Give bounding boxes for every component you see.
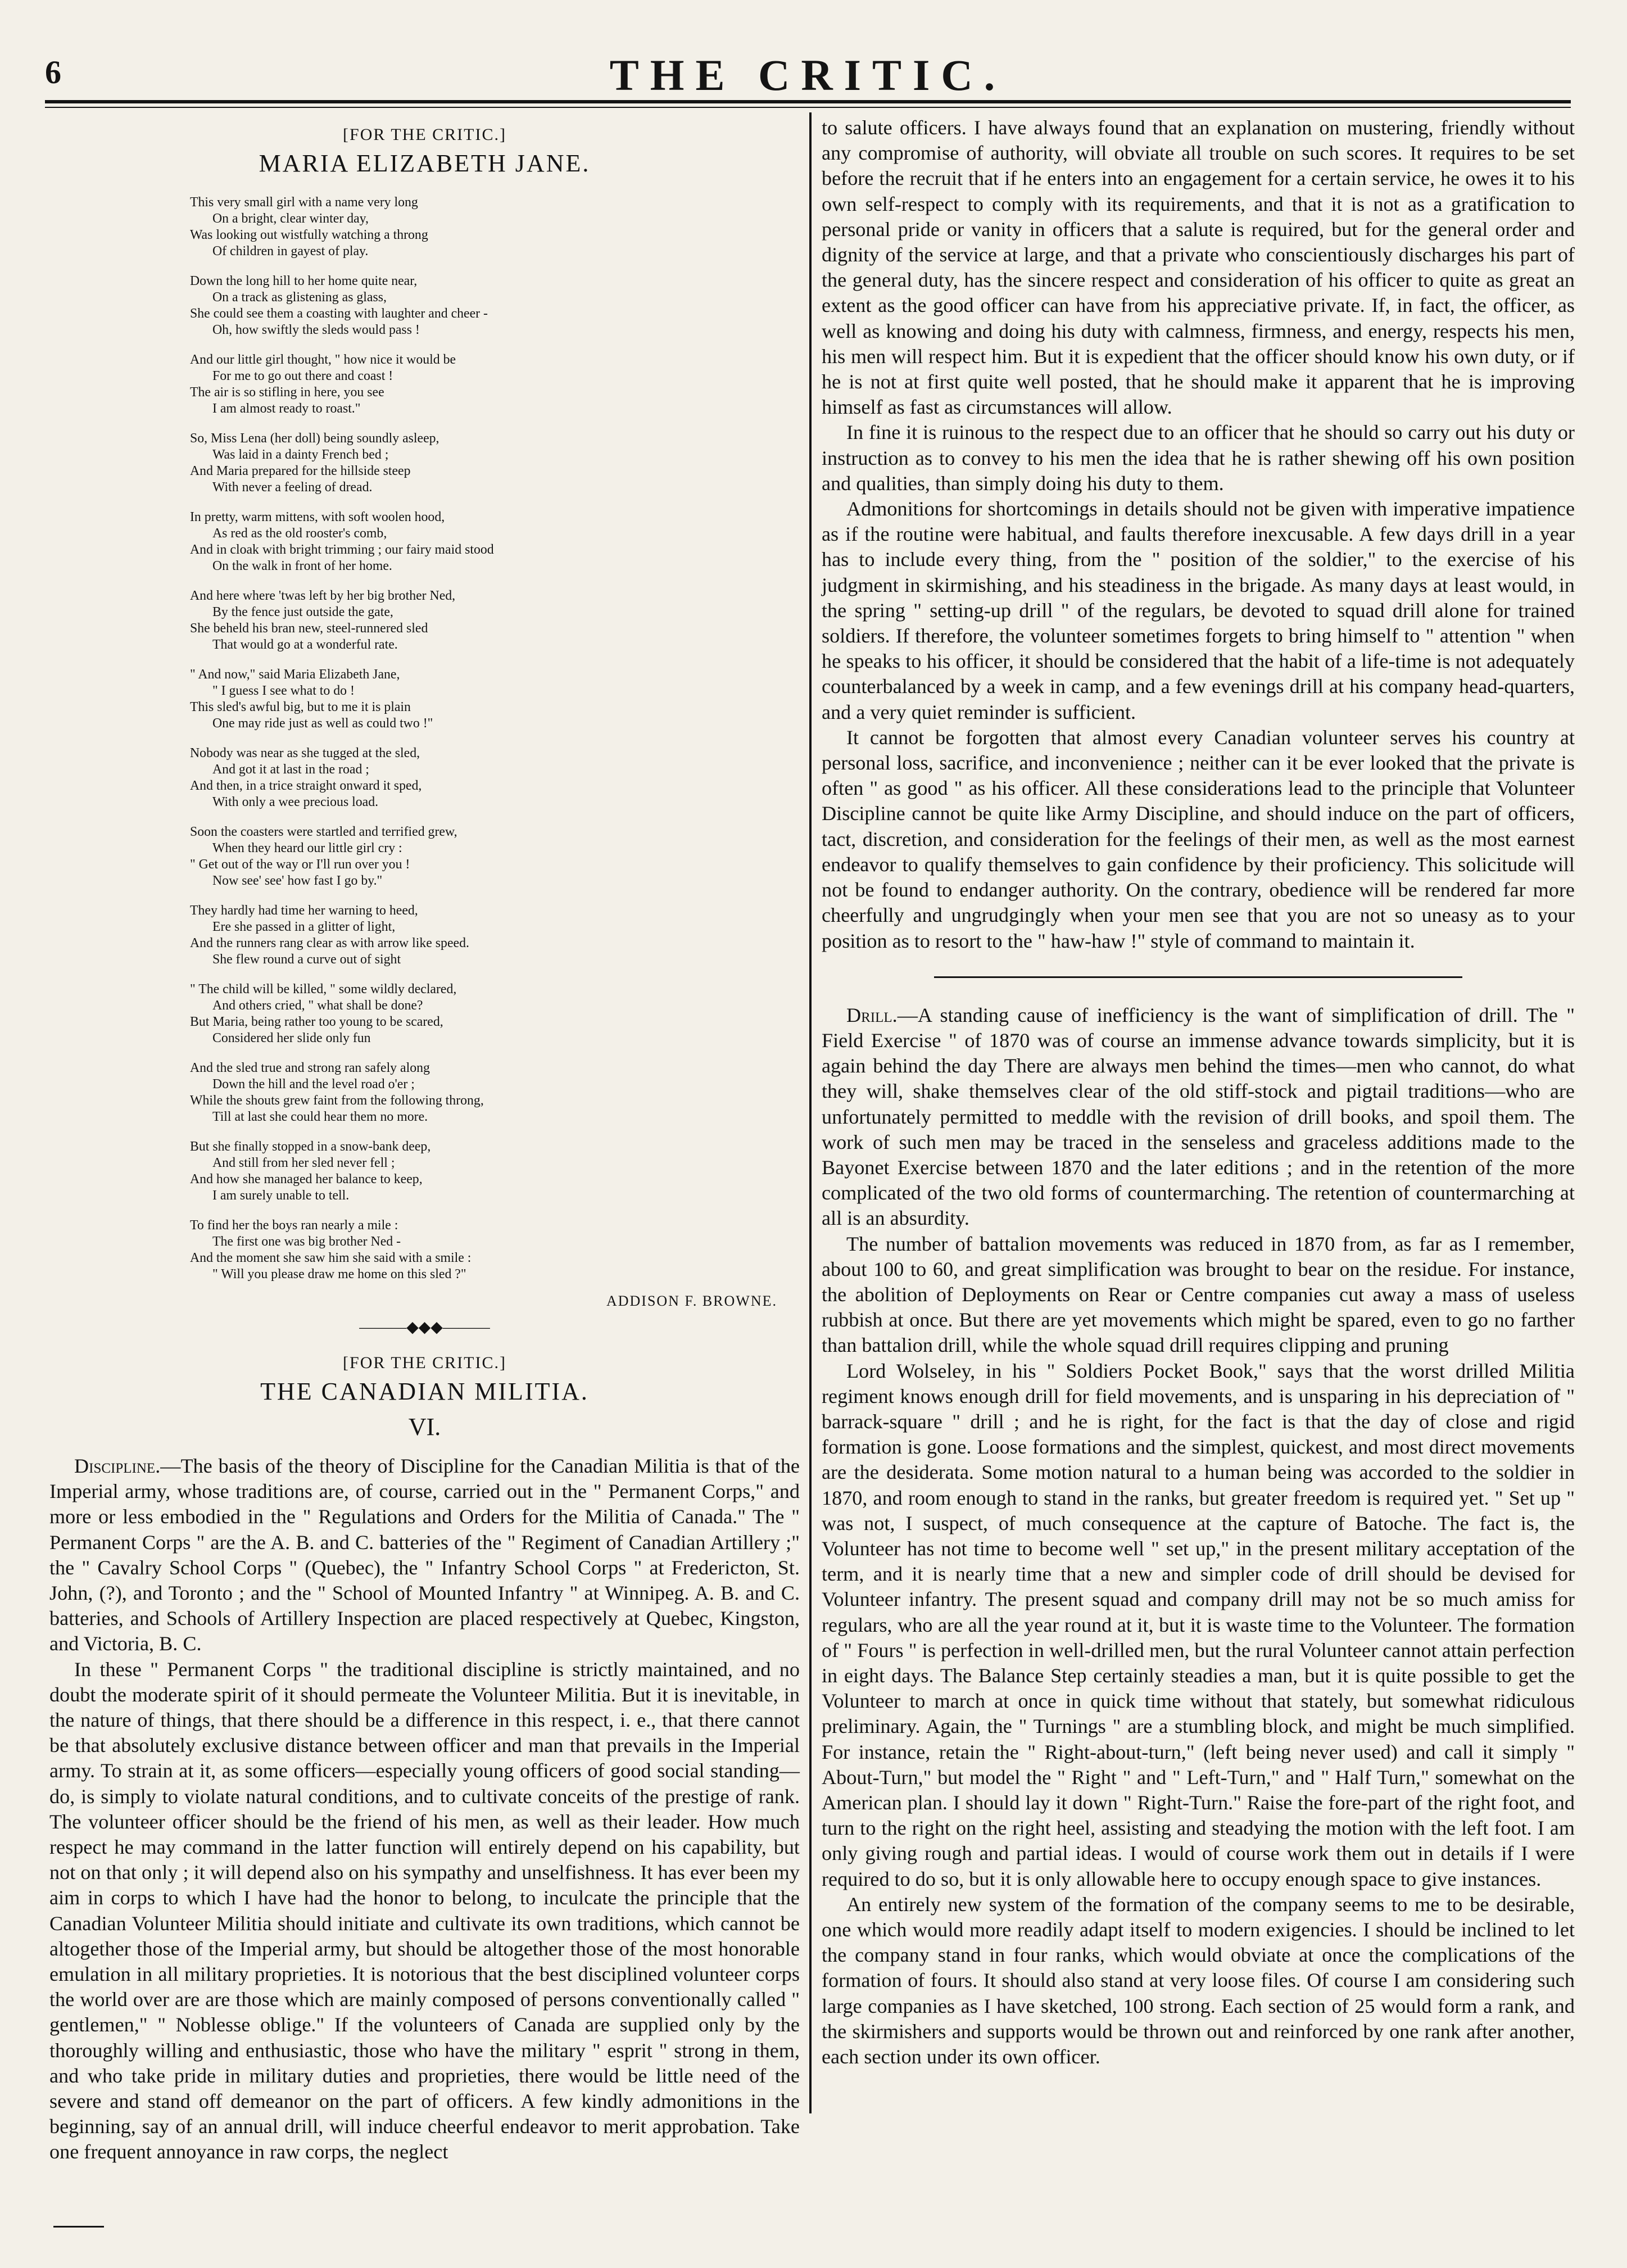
poem-line: They hardly had time her warning to heed, bbox=[190, 903, 418, 918]
poem-line: For me to go out there and coast ! bbox=[212, 369, 393, 383]
poem-line: Soon the coasters were startled and terrified grew, bbox=[190, 825, 457, 839]
poem-line: Till at last she could hear them no more. bbox=[212, 1110, 428, 1124]
poem-title: MARIA ELIZABETH JANE. bbox=[259, 150, 591, 177]
paragraph-drill-4: An entirely new system of the formation of the company seems to me to be desirable, one which would more readily adapt itself to modern exigencies. I should be inclined to let the company stand in four ranks, which would obviate at once the complications of the formation of fours. It should also stand at very loose files. Of course I am considering such large companies as I have sketched, 100 strong. Each section of 25 would form a rank, and the skirmishers and supports would be thrown out and reinforced by one rank after another, each section under its own officer. bbox=[822, 1893, 1575, 2068]
poem-stanza bbox=[190, 824, 800, 889]
poem-line: I am almost ready to roast." bbox=[212, 401, 361, 416]
poem-line: One may ride just as well as could two !" bbox=[212, 716, 433, 731]
paragraph-discipline-1: Discipline.—The basis of the theory of Discipline for the Canadian Militia is that of the Imperial army, whose traditions are, of course, carried out in the " Permanent Corps," and more or less embodied in the " Regulations and Orders for the Militia of Canada." The " Permanent Corps " are the A. B. and C. batteries of the " Regiment of Canadian Artillery ;" the " Cavalry School Corps " (Quebec), the " Infantry School Corps " at Fredericton, St. John, (?), and Toronto ; and the " School of Mounted Infantry " at Winnipeg. A. B. and C. batteries, and Schools of Artillery Inspection are placed respectively at Quebec, Kingston, and Victoria, B. C. bbox=[49, 1455, 800, 1655]
poem-stanza bbox=[190, 352, 800, 417]
page-number: 6 bbox=[45, 54, 61, 90]
poem-stanza bbox=[190, 981, 800, 1047]
paragraph-in-fine: In fine it is ruinous to the respect due to an officer that he should so carry out his duty or instruction as to convey to his men the idea that he is rather shewing off his own position and qualities, than simply doing his duty to them. bbox=[822, 421, 1575, 495]
poem-line: That would go at a wonderful rate. bbox=[212, 637, 398, 652]
poem-line: Nobody was near as she tugged at the sled, bbox=[190, 746, 420, 760]
poem-line: And the moment she saw him she said with a smile : bbox=[190, 1251, 472, 1265]
poem-line: She could see them a coasting with laughter and cheer - bbox=[190, 306, 488, 321]
poem-stanza bbox=[190, 509, 800, 574]
poem-line: Ere she passed in a glitter of light, bbox=[212, 920, 396, 934]
poem-stanza bbox=[190, 1060, 800, 1125]
ornamental-divider: ———◆◆◆——— bbox=[359, 1319, 490, 1336]
poem-line: " And now," said Maria Elizabeth Jane, bbox=[190, 667, 400, 682]
poem-stanza bbox=[190, 431, 800, 496]
paragraph-drill-2: The number of battalion movements was reduced in 1870 from, as far as I remember, about 100 to 60, and great simplification was brought to bear on the residue. For instance, the abolition of Deployments on Rear or Centre companies cut away a mass of useless rubbish at once. But there are yet movements which might be spared, even to go no farther than battalion drill, while the whole squad drill requires clipping and pruning bbox=[822, 1232, 1575, 1357]
poem-line: " I guess I see what to do ! bbox=[212, 683, 355, 698]
poem-line: When they heard our little girl cry : bbox=[212, 841, 402, 855]
poem-line: To find her the boys ran nearly a mile : bbox=[190, 1218, 398, 1233]
poem-line: I am surely unable to tell. bbox=[212, 1188, 350, 1203]
poem-line: Down the long hill to her home quite near, bbox=[190, 274, 418, 288]
poem-line: Now see' see' how fast I go by." bbox=[212, 873, 383, 888]
poem-line: And our little girl thought, " how nice it would be bbox=[190, 352, 456, 367]
poem-line: By the fence just outside the gate, bbox=[212, 605, 393, 619]
masthead-title: THE CRITIC. bbox=[609, 51, 1007, 99]
poem-line: As red as the old rooster's comb, bbox=[212, 526, 387, 541]
right-column bbox=[822, 115, 1575, 2116]
paragraph-drill-1: Drill.—A standing cause of inefficiency is the want of simplification of drill. The " Field Exercise " of 1870 was of course an immense advance towards simplicity, but it is again behind the day There are always men behind the times—men who cannot, do what they will, shake themselves clear of the old stiff-stock and pigtail traditions—who are unfortunately permitted to meddle with the revision of drill books, and spoil them. The work of such men may be traced in the senseless and graceless additions made to the Bayonet Exercise between 1870 and the later editions ; and in the retention of the more complicated of the two old forms of countermarching. The retention of countermarching at all is an absurdity. bbox=[822, 1003, 1575, 1230]
column-divider bbox=[809, 112, 812, 2113]
poem-line: On the walk in front of her home. bbox=[212, 559, 392, 573]
poem-stanza bbox=[190, 745, 800, 811]
paragraph-forgotten: It cannot be forgotten that almost every Canadian volunteer serves his country at personal loss, sacrifice, and inconvenience ; neither can it be ever looked that the private is often " as good " as his officer. All these considerations lead to the principle that Volunteer Discipline cannot be quite like Army Discipline, and should induce on the part of officers, tact, discretion, and consideration for the feelings of their men, as well as the most earnest endeavor to qualify themselves to gain confidence by their proficiency. This solicitude will not be found to endanger authority. On the contrary, obedience will be rendered far more cheerfully and ungrudgingly when your men see that you are not so uneasy as to your position as to resort to the " haw-haw !" style of command to maintain it. bbox=[822, 726, 1575, 952]
poem-stanza bbox=[190, 194, 800, 260]
poem-line: And others cried, " what shall be done? bbox=[212, 998, 423, 1013]
poem-line: And in cloak with bright trimming ; our fairy maid stood bbox=[190, 542, 494, 557]
poem-line: And how she managed her balance to keep, bbox=[190, 1172, 423, 1187]
poem-line: And still from her sled never fell ; bbox=[212, 1156, 395, 1170]
poem-stanza bbox=[190, 588, 800, 653]
poem-line: And then, in a trice straight onward it sped, bbox=[190, 778, 422, 793]
poem-line: Oh, how swiftly the sleds would pass ! bbox=[212, 323, 420, 337]
page-header bbox=[45, 53, 1571, 98]
poem-line: The air is so stifling in here, you see bbox=[190, 385, 384, 400]
poem-line: Of children in gayest of play. bbox=[212, 244, 369, 259]
article-part-number: VI. bbox=[408, 1413, 441, 1441]
paragraph-discipline-2: In these " Permanent Corps " the traditional discipline is strictly maintained, and no doubt the moderate spirit of it should permeate the Volunteer Militia. But it is inevitable, in the nature of things, that there should be a difference in this respect, i. e., that there cannot be that absolutely exclusive distance between officer and man that prevails in the Imperial army. To strain at it, as some officers—especially young officers of good social standing—do, is simply to violate natural conditions, and to cultivate conceits of the prestige of rank. The volunteer officer should be the friend of his men, as well as their leader. How much respect he may command in the latter function will entirely depend on his capability, but not on that only ; it will depend also on his sympathy and unselfishness. It has ever been my aim in corps to which I have had the honor to belong, to inculcate the principle that the Canadian Volunteer Militia should initiate and cultivate its own traditions, which cannot be altogether those of the Imperial army, but should be altogether those of the most honorable emulation in all military proprieties. It is notorious that the best disciplined volunteer corps the world over are are those which are mainly composed of persons conventionally called " gentlemen," " Noblesse oblige." If the volunteers of Canada are supplied only by the thoroughly willing and enthusiastic, those who have the military " esprit " strong in them, and who take pride in military duties and proprieties, there would be little need of the severe and stand off demeanor on the part of officers. A few kindly admonitions in the beginning, say of an annual drill, will induce cheerful endeavor to merit approbation. Take one frequent annoyance in raw corps, the neglect bbox=[49, 1658, 800, 2163]
poem-line: And the runners rang clear as with arrow like speed. bbox=[190, 936, 469, 950]
poem-stanza bbox=[190, 903, 800, 968]
poem-stanza bbox=[190, 1217, 800, 1283]
header-rule-thin bbox=[45, 107, 1571, 108]
poem-line: While the shouts grew faint from the following throng, bbox=[190, 1093, 484, 1108]
poem-line: She flew round a curve out of sight bbox=[212, 952, 401, 967]
section-divider-rule bbox=[934, 976, 1462, 978]
poem-line: But she finally stopped in a snow-bank deep, bbox=[190, 1139, 431, 1154]
poem-line: " Get out of the way or I'll run over you ! bbox=[190, 857, 410, 872]
poem-line: This very small girl with a name very long bbox=[190, 195, 418, 210]
poem-line: With never a feeling of dread. bbox=[212, 480, 373, 495]
poem-line: " The child will be killed, " some wildly declared, bbox=[190, 982, 457, 997]
poem-stanza bbox=[190, 273, 800, 338]
poem-line: And here where 'twas left by her big brother Ned, bbox=[190, 588, 456, 603]
poem-line: She beheld his bran new, steel-runnered sled bbox=[190, 621, 428, 636]
section-heading-drill: Drill. bbox=[846, 1003, 898, 1026]
poem-line: Considered her slide only fun bbox=[212, 1031, 371, 1045]
poem-line: And Maria prepared for the hillside steep bbox=[190, 464, 411, 478]
poem-stanza bbox=[190, 1139, 800, 1204]
paragraph-admonitions: Admonitions for shortcomings in details should not be given with imperative impatience as if the routine were habitual, and faults therefore inexcusable. A few days drill in a year has to include every thing, from the " position of the soldier," to the exercise of his judgment in skirmishing, and his steadiness in the brigade. As many days at least would, in the spring " setting-up drill " of the regulars, be devoted to squad drill alone for trained soldiers. If therefore, the volunteer sometimes forgets to bring himself to " attention " when he speaks to his officer, it should be considered that the habit of a life-time is not adequately counterbalanced by a week in camp, and a few evenings drill at his company head-quarters, and a very quiet reminder is sufficient. bbox=[822, 497, 1575, 723]
poem-line: So, Miss Lena (her doll) being soundly asleep, bbox=[190, 431, 439, 446]
poem-line: On a track as glistening as glass, bbox=[212, 290, 387, 305]
paragraph-drill-3: Lord Wolseley, in his " Soldiers Pocket Book," says that the worst drilled Militia regiment knows enough drill for field movements, and is unsparing in his depreciation of " barrack-square " drill ; and he is right, for the fact is that the day of close and rigid formation is gone. Loose formations and the simplest, quickest, and most direct movements are the desiderata. Some motion natural to a human being was accorded to the soldier in 1870, and room enough to stand in the ranks, but greater freedom is required yet. " Set up " was not, I suspect, of much consequence at the capture of Batoche. The fact is, the Volunteer has not time to become well " set up," in the present military acceptation of the term, and it is nearly time that a new and simpler code of drill should be devised for Volunteer infantry. The present squad and company drill may not be so much amiss for regulars, who are all the year round at it, but it is waste time to the Volunteer. The formation of " Fours " is perfection in well-drilled men, but the rural Volunteer cannot attain perfection in eight days. The Balance Step certainly steadies a man, but it is quite possible to get the Volunteer to march at once in quick time without that stately, but somewhat ridiculous preliminary. Again, the " Turnings " are a stumbling block, and might be much simplified. For instance, retain the " Right-about-turn," (left being never used) and call it simply " About-Turn," but model the " Right " and " Left-Turn," and " Half Turn," somewhat on the American plan. I should lay it down " Right-Turn." Raise the fore-part of the right foot, and turn to the right on the right heel, assisting and steadying the motion with the left foot. I am only giving rough and partial ideas. I would of course work them out in details if I were required to do so, but it is only allowable here to occupy enough space to give instances. bbox=[822, 1359, 1575, 1890]
poem-line: Down the hill and the level road o'er ; bbox=[212, 1077, 415, 1092]
poem-byline: [FOR THE CRITIC.] bbox=[343, 125, 506, 144]
poem-line: " Will you please draw me home on this sled ?" bbox=[212, 1267, 466, 1282]
left-column bbox=[49, 115, 800, 2163]
paragraph-salute: to salute officers. I have always found that an explanation on mustering, friendly without any compromise of authority, will obviate all trouble on such scores. It requires to be set before the recruit that if he enters into an engagement for a certain service, he owes it to his own self-respect to comply with its requirements, and that it is not as a gratification to personal pride or vanity in officers that a salute is required, but for the general order and dignity of the service at large, and that a private who conscientiously discharges his part of the general duty, has the sincere respect and consideration of his officer to quite as great an extent as the good officer can have from his appreciative private. If, in fact, the officer, as well as knowing and doing his duty with calmness, firmness, and energy, respects his men, his men will respect him. But it is expedient that the officer should know his own duty, or if he is not at first quite well posted, that he should make it apparent that he is improving himself as fast as circumstances will allow. bbox=[822, 116, 1575, 419]
poem-line: Was laid in a dainty French bed ; bbox=[212, 447, 389, 462]
poem-line: On a bright, clear winter day, bbox=[212, 211, 369, 226]
poem-body bbox=[49, 194, 800, 1283]
poem-stanza bbox=[190, 667, 800, 732]
poem-line: And the sled true and strong ran safely along bbox=[190, 1061, 430, 1075]
header-rule bbox=[45, 100, 1571, 103]
poem-line: In pretty, warm mittens, with soft woolen hood, bbox=[190, 510, 445, 524]
footer-mark bbox=[53, 2226, 104, 2228]
poem-line: And got it at last in the road ; bbox=[212, 762, 369, 777]
poem-line: The first one was big brother Ned - bbox=[212, 1234, 401, 1249]
poem-line: This sled's awful big, but to me it is plain bbox=[190, 700, 411, 714]
poem-line: Was looking out wistfully watching a throng bbox=[190, 228, 428, 242]
section-heading-discipline: Discipline. bbox=[74, 1455, 161, 1477]
article-title: THE CANADIAN MILITIA. bbox=[260, 1378, 589, 1405]
poem-signature: ADDISON F. BROWNE. bbox=[606, 1293, 777, 1309]
poem-line: But Maria, being rather too young to be scared, bbox=[190, 1015, 443, 1029]
poem-line: With only a wee precious load. bbox=[212, 795, 379, 809]
article-byline: [FOR THE CRITIC.] bbox=[343, 1353, 506, 1372]
